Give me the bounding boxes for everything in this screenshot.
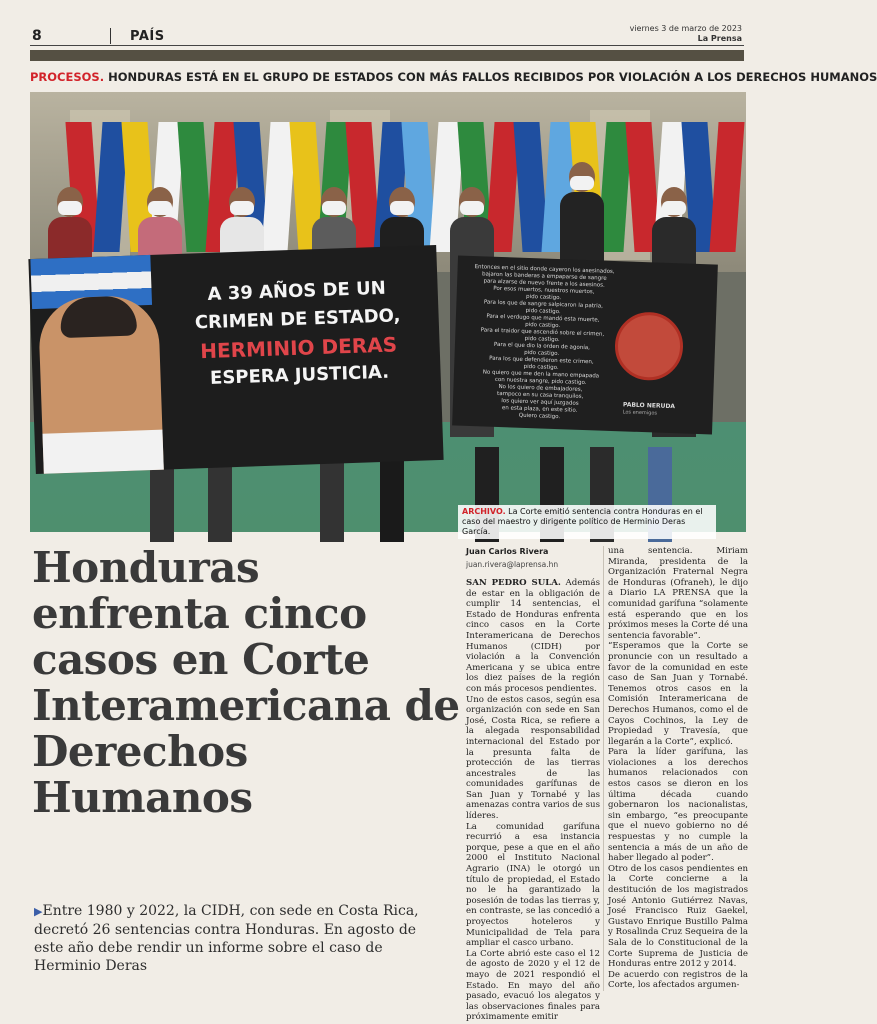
banner-line: ESPERA JUSTICIA. — [209, 361, 390, 389]
deck — [34, 902, 444, 975]
banner-left-text — [165, 273, 431, 394]
paragraph — [466, 578, 600, 695]
protest-banner-right — [452, 256, 718, 435]
deck-text: Entre 1980 y 2022, la CIDH, con sede en Costa Rica, decretó 26 sentencias contra Honduras. En agosto de este año debe rendir un informe sobre el caso de Herminio Deras — [34, 903, 419, 974]
page-number: 8 — [32, 28, 42, 44]
kicker-label: PROCESOS. — [30, 70, 105, 84]
banner-name: HERMINIO DERAS — [199, 332, 398, 364]
paragraph: una sentencia. Miriam Miranda, presidenta de la Organización Fraternal Negra de Honduras (Ofraneh), le dijo a Diario LA PRENSA que la comunidad garífuna “solamente está esperando que en los próximos meses la Corte dé una sentencia favorable”. — [608, 546, 748, 641]
newspaper-name: La Prensa — [697, 34, 742, 43]
section-name: PAÍS — [130, 29, 165, 44]
header-divider — [110, 28, 111, 44]
paragraph: La Corte abrió este caso el 12 de agosto de 2020 y el 12 de mayo de 2021 respondió el Estado. En mayo del año pasado, evacuó los alegatos y las observaciones finales para próximamente emitir — [466, 948, 600, 1023]
byline-email: juan.rivera@laprensa.hn — [466, 560, 559, 569]
caption-label: ARCHIVO. — [462, 507, 506, 516]
paragraph-text: Además de estar en la obligación de cumplir 14 sentencias, el Estado de Honduras enfrenta cinco casos en la Corte Interamericana de Derechos Humanos (CIDH) por violación a la Convención Americana y se ubica entre los diez países de la región con más procesos pendientes. — [466, 578, 600, 694]
kicker — [30, 70, 877, 84]
banner-line: A 39 AÑOS DE UN — [207, 277, 387, 305]
paragraph: De acuerdo con registros de la Corte, los afectados argumen- — [608, 969, 748, 991]
paragraph: Uno de estos casos, según esa organización con sede en San José, Costa Rica, se refiere a la alegada responsabilidad internacional del Estado por la presunta falta de protección de las tierras ancestrales de las comunidades garífunas de San Juan y Tornabé y las amenazas contra varios de sus líderes. — [466, 694, 600, 822]
body-column-1 — [466, 578, 600, 1023]
paragraph: “Esperamos que la Corte se pronuncie con un resultado a favor de la comunidad en este caso de San Juan y Tornabé. Tenemos otros casos en la Comisión Interamericana de Derechos Humanos, como el de Cayos Cochinos, la Ley de Propiedad y Travesía, que llegarán a la Corte”, explicó. — [608, 641, 748, 747]
deck-arrow-icon: ▶ — [34, 905, 43, 918]
column-rule — [603, 546, 604, 991]
paragraph: Otro de los casos pendientes en la Corte concierne a la destitución de los magistrados José Antonio Gutiérrez Navas, José Francisco Ruiz Gaekel, Gustavo Enrique Bustillo Palma y Rosalinda Cruz Sequeira de la Sala de lo Constitucional de la Corte Suprema de Justicia de Honduras entre 2012 y 2014. — [608, 863, 748, 970]
banner-portrait-circle — [614, 311, 684, 381]
headline: Honduras enfrenta cinco casos en Corte Interamericana de Derechos Humanos — [32, 543, 460, 822]
portrait-herminio-deras — [38, 295, 164, 474]
paragraph: Para la líder garífuna, las violaciones a los derechos humanos relacionados con estos casos se dieron en los última década cuando gobernaron los nacionalistas, sin embargo, “es preocupante que el nuevo gobierno no dé respuestas y no cumple la sentencia a más de un año de haber llegado al poder”. — [608, 747, 748, 864]
poem-author: PABLO NERUDA — [622, 401, 676, 411]
banner-poem: Entonces en el sitio donde cayeron los asesinados, bajaron las banderas a empaparse de sangre para alzarse de nuevo frente a los asesinos. Por esos muertos, nuestros muertos, pido castigo. Para los que de sangre salpicaron la patria, pido castigo. Para el verdugo que mandó esta muerte, pido castigo. Para el traidor que ascendió sobre el crimen, pido castigo. Para el que dio la orden de agonía, pido castigo. Para los que defendieron este crimen, pido castigo. No quiero que me den la mano empapada con nuestra sangre, pido castigo. No los quiero de embajadores, tampoco en su casa tranquilos, los quiero ver aquí juzgados en esta plaza, en este sitio. Quiero castigo. — [474, 264, 615, 421]
paragraph: La comunidad garífuna recurrió a esa instancia porque, pese a que en el año 2000 el Instituto Nacional Agrario (INA) le otorgó un título de propiedad, el Estado no le ha garantizado la posesión de todas las tierras y, en contraste, se las concedió a proyectos hoteleros y Municipalidad de Tela para ampliar el casco urbano. — [466, 821, 600, 949]
body-column-2 — [608, 546, 748, 994]
news-photo — [30, 92, 746, 536]
caption-text: La Corte emitió sentencia contra Honduras en el caso del maestro y dirigente político de Herminio Deras García. — [462, 507, 703, 536]
dateline: SAN PEDRO SULA. — [466, 578, 561, 588]
header-band — [30, 50, 744, 61]
byline-author: Juan Carlos Rivera — [466, 547, 549, 556]
protest-banner-left — [28, 245, 443, 474]
issue-date: viernes 3 de marzo de 2023 — [629, 24, 742, 33]
poem-work: Los enemigos — [622, 409, 658, 417]
banner-line: CRIMEN DE ESTADO, — [194, 305, 401, 334]
kicker-text: HONDURAS ESTÁ EN EL GRUPO DE ESTADOS CON MÁS FALLOS RECIBIDOS POR VIOLACIÓN A LOS DERECHOS HUMANOS — [104, 70, 877, 84]
photo-caption — [458, 505, 716, 539]
page-header — [30, 24, 744, 46]
